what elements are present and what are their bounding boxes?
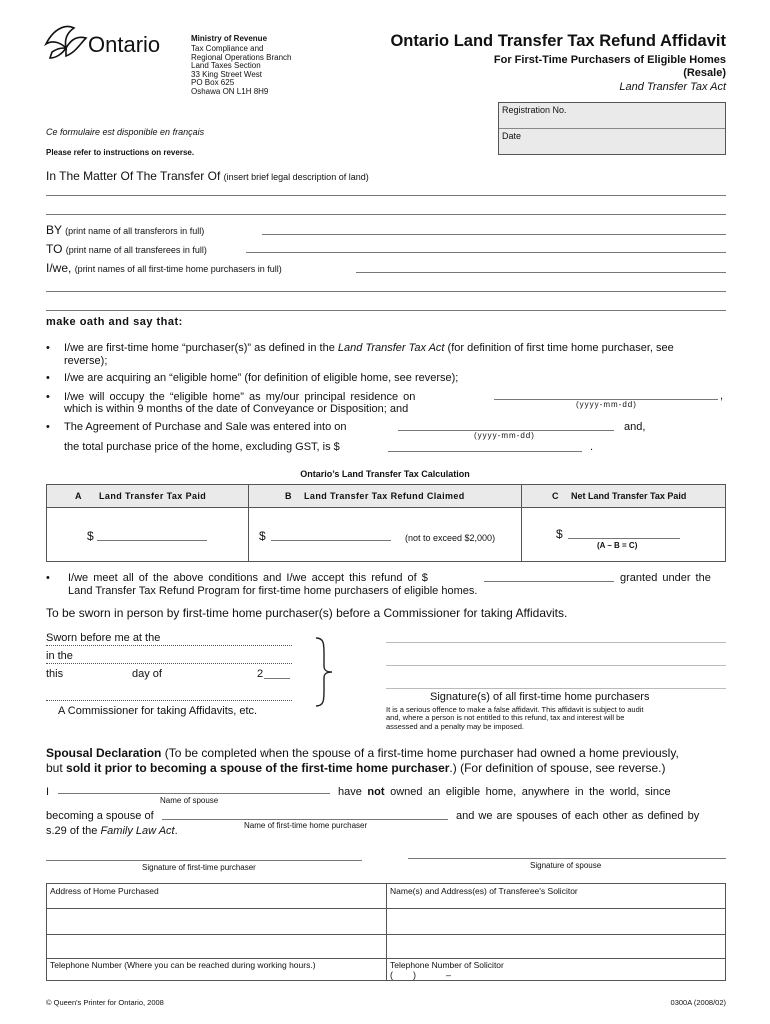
form-title: Ontario Land Transfer Tax Refund Affidavit bbox=[390, 32, 726, 50]
sworn-instruction: To be sworn in person by first-time home purchaser(s) before a Commissioner for taking Affidavits. bbox=[46, 606, 568, 620]
address-line: 33 King Street West bbox=[191, 69, 262, 79]
formula-note: (A – B = C) bbox=[597, 541, 638, 550]
purchase-price-text: the total purchase price of the home, excluding GST, is $ bbox=[64, 441, 340, 453]
have-not-owned: have not owned an eligible home, anywhere in the world, since bbox=[338, 786, 671, 798]
registration-label: Registration No. bbox=[502, 105, 567, 115]
ministry-name: Ministry of Revenue bbox=[191, 34, 268, 43]
legal-description-line-1[interactable] bbox=[46, 195, 726, 196]
matter-hint: (insert brief legal description of land) bbox=[223, 172, 369, 182]
warning-text bbox=[386, 706, 644, 731]
purchasers-line[interactable] bbox=[356, 272, 726, 273]
bullet-purchaser-definition: I/we are first-time home “purchaser(s)” as defined in the Land Transfer Tax Act (for definition of first time home purchaser, see reverse); bbox=[64, 342, 674, 367]
spouse-name-line[interactable] bbox=[58, 793, 330, 794]
solicitor-phone-field[interactable]: ( ) – bbox=[390, 970, 452, 980]
col-a-amount-line[interactable] bbox=[97, 540, 207, 541]
occupy-date-hint: (yyyy-mm-dd) bbox=[576, 400, 637, 409]
first-time-purchaser-name-line[interactable] bbox=[162, 819, 448, 820]
bullet-agreement: The Agreement of Purchase and Sale was entered into on bbox=[64, 421, 347, 433]
col-a-header: A Land Transfer Tax Paid bbox=[75, 491, 207, 501]
address-line: Tax Compliance and bbox=[191, 44, 264, 53]
refund-statement: I/we meet all of the above conditions and I/we accept this refund of $ bbox=[68, 572, 428, 584]
col-c-header: C Net Land Transfer Tax Paid bbox=[552, 491, 687, 501]
purchasers-line-2[interactable] bbox=[46, 291, 726, 292]
ministry-address bbox=[191, 45, 292, 97]
sworn-place-line[interactable] bbox=[46, 645, 292, 646]
transferors-line[interactable] bbox=[262, 234, 726, 235]
phone-label: Telephone Number (Where you can be reached during working hours.) bbox=[50, 960, 316, 970]
solicitor-label: Name(s) and Address(es) of Transferee's Solicitor bbox=[390, 886, 578, 896]
purchaser-signature-line-3[interactable] bbox=[386, 688, 726, 689]
sworn-before: Sworn before me at the bbox=[46, 632, 161, 644]
form-number: 0300A (2008/02) bbox=[670, 998, 726, 1007]
signature-label: Signature(s) of all first-time home purchasers bbox=[430, 691, 650, 703]
by-row: BY (print name of all transferors in full) bbox=[46, 223, 205, 237]
to-row: TO (print name of all transferees in full) bbox=[46, 242, 207, 256]
address-line: PO Box 625 bbox=[191, 78, 235, 88]
address-line: Oshawa ON L1H 8H9 bbox=[191, 86, 269, 96]
purchasers-line-3[interactable] bbox=[46, 310, 726, 311]
warning-line: and, where a person is not entitled to this refund, tax and interest will be bbox=[386, 713, 625, 723]
form-subtitle: For First-Time Purchasers of Eligible Homes bbox=[493, 54, 726, 66]
solicitor-phone-label: Telephone Number of Solicitor bbox=[390, 960, 504, 970]
purchase-price-line[interactable] bbox=[388, 451, 582, 452]
col-b-header: B Land Transfer Tax Refund Claimed bbox=[285, 491, 465, 501]
bullet-eligible-home: I/we are acquiring an “eligible home” (for definition of eligible home, see reverse); bbox=[64, 372, 459, 384]
ontario-logo bbox=[44, 22, 174, 62]
legal-description-line-2[interactable] bbox=[46, 214, 726, 215]
brace bbox=[312, 636, 334, 708]
solicitor-field[interactable] bbox=[389, 898, 723, 956]
col-c-dollar: $ bbox=[556, 527, 563, 541]
purchaser-signature-line-2[interactable] bbox=[386, 665, 726, 666]
spousal-intro: Spousal Declaration (To be completed when the spouse of a first-time home purchaser had owned a home previously, but sold it prior to becoming a spouse of the first-time home purchaser.) (For definition of spouse, see reverse.) bbox=[46, 746, 679, 775]
purchaser-signature-line[interactable] bbox=[46, 860, 362, 861]
bullet-occupy: I/we will occupy the “eligible home” as my/our principal residence on bbox=[64, 391, 416, 403]
matter-label: In The Matter Of The Transfer Of (insert brief legal description of land) bbox=[46, 169, 369, 183]
purchaser-signature-line-1[interactable] bbox=[386, 642, 726, 643]
col-b-dollar: $ bbox=[259, 529, 266, 543]
form-subtitle-resale: (Resale) bbox=[683, 67, 726, 79]
transferees-line[interactable] bbox=[246, 252, 726, 253]
year-field[interactable]: 2 bbox=[257, 668, 264, 680]
sworn-location-line[interactable] bbox=[46, 663, 292, 664]
calc-title: Ontario’s Land Transfer Tax Calculation bbox=[300, 469, 470, 479]
address-label: Address of Home Purchased bbox=[50, 886, 159, 896]
spousal-heading: Spousal Declaration bbox=[46, 746, 162, 760]
col-b-amount-line[interactable] bbox=[271, 540, 391, 541]
commissioner-label: A Commissioner for taking Affidavits, etc. bbox=[58, 705, 258, 717]
copyright: © Queen's Printer for Ontario, 2008 bbox=[46, 998, 164, 1007]
iwe-row: I/we, (print names of all first-time home purchasers in full) bbox=[46, 261, 282, 275]
instructions-note: Please refer to instructions on reverse. bbox=[46, 148, 195, 157]
trillium-icon bbox=[44, 22, 88, 60]
registration-box[interactable] bbox=[498, 102, 726, 155]
spouse-signature-line[interactable] bbox=[408, 858, 726, 859]
oath-heading: make oath and say that: bbox=[46, 316, 183, 328]
address-field[interactable] bbox=[49, 898, 383, 956]
address-line: Regional Operations Branch bbox=[191, 52, 292, 62]
warning-line: It is a serious offence to make a false affidavit. This affidavit is subject to audit bbox=[386, 705, 644, 714]
commissioner-sign-line[interactable] bbox=[46, 700, 292, 701]
calc-table bbox=[46, 484, 726, 562]
date-label: Date bbox=[502, 131, 522, 141]
act-name: Land Transfer Tax Act bbox=[619, 81, 726, 93]
not-exceed-note: (not to exceed $2,000) bbox=[405, 533, 496, 543]
french-note: Ce formulaire est disponible en français bbox=[46, 127, 205, 137]
logo-wordmark: Ontario bbox=[88, 32, 161, 57]
col-c-amount-line[interactable] bbox=[568, 538, 680, 539]
in-the: in the bbox=[46, 650, 73, 662]
contact-table bbox=[46, 883, 726, 981]
agreement-date-hint: (yyyy-mm-dd) bbox=[474, 431, 535, 440]
address-line: Land Taxes Section bbox=[191, 61, 261, 71]
col-a-dollar: $ bbox=[87, 529, 94, 543]
refund-amount-line[interactable] bbox=[484, 581, 614, 582]
warning-line: assessed and a penalty may be imposed. bbox=[386, 721, 524, 731]
